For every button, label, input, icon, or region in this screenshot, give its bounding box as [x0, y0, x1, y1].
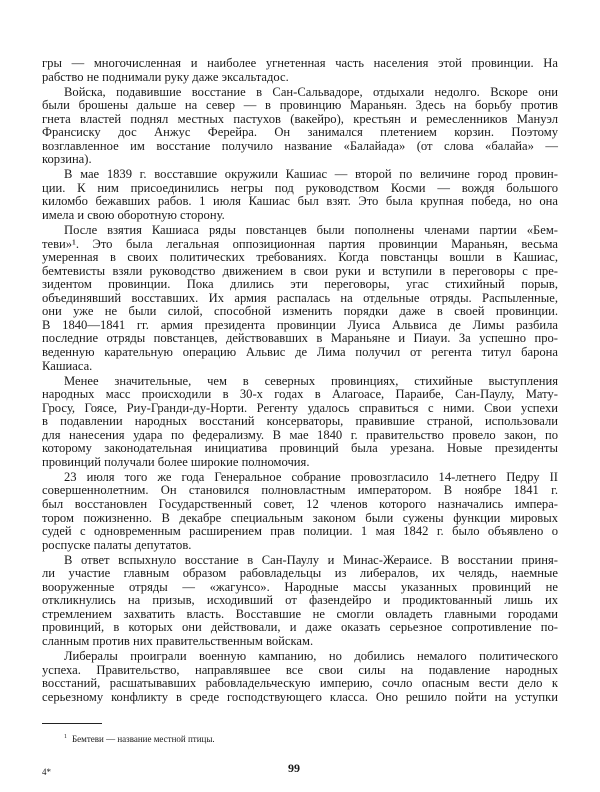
- text-line: В 1840—1841 гг. армия президента провинции Луиса Альвиса де Лимы разбила: [42, 317, 558, 332]
- text-line: 23 июля того же года Генеральное собрание провозгласило 14-летнего Педру II: [64, 469, 558, 484]
- text-line: веденную карательную операцию Альвис де Лима получил от регента титул барона: [42, 344, 558, 359]
- text-line: восстаний, расшатывавших рабовладельческую империю, сочло опасным вести дело к: [42, 676, 558, 691]
- body-text: [42, 57, 558, 706]
- text-line: которому законодательная инициатива провинций была урезана. Новые президенты: [42, 441, 558, 456]
- text-line: возглавленное им восстание получило название «Балайада» (от слова «балайа» —: [42, 138, 558, 153]
- text-line: стремлением захватить власть. Восставшие не смогли овладеть главными городами: [42, 606, 558, 621]
- text-line: В мае 1839 г. восставшие окружили Кашиас — второй по величине город провин-: [64, 167, 558, 182]
- paragraph: [42, 650, 558, 704]
- text-line: судей с одновременным расширением прав полиции. 1 мая 1842 г. было объявлено о: [42, 524, 558, 539]
- text-line: вооруженные отряды — «жагунсо». Народные массы указанных провинций не: [42, 579, 558, 594]
- paragraph: [42, 554, 558, 649]
- text-line: корзина).: [42, 152, 92, 167]
- text-line: киломбо бежавших рабов. 1 июля Кашиас был взят. Это была крупная победа, но она: [42, 194, 558, 209]
- text-line: серьезному конфликту в среде господствующего класса. Оно решило пойти на уступки: [42, 689, 558, 704]
- text-line: был восстановлен Государственный совет, 12 членов которого назначались импера-: [42, 497, 558, 511]
- text-line: умеренная в своих политических требованиях. Когда повстанцы вошли в Кашиас,: [42, 250, 558, 265]
- text-line: объединявший восставших. Их армия распалась на отдельные отряды. Распыленные,: [42, 290, 558, 305]
- text-line: ли участие главным образом рабовладельцы из либералов, их челядь, наемные: [42, 566, 558, 581]
- footnote-text: Бемтеви — название местной птицы.: [72, 734, 215, 744]
- text-line: провинций получали более широкие полномочия.: [42, 454, 310, 469]
- text-line: успеха. Правительство, направлявшее все свои силы на подавление народных: [42, 662, 558, 677]
- text-line: народных масс происходили в 30-х годах в Алагоасе, Параибе, Сан-Паулу, Мату-: [42, 387, 558, 402]
- paragraph: [42, 86, 558, 167]
- text-line: имела и свою оборотную сторону.: [42, 208, 225, 223]
- text-line: роспуске палаты депутатов.: [42, 537, 192, 552]
- text-line: В ответ вспыхнуло восстание в Сан-Паулу и Минас-Жераисе. В восстании приня-: [64, 552, 558, 567]
- text-line: Войска, подавившие восстание в Сан-Сальвадоре, отдыхали недолго. Вскоре они: [64, 84, 558, 99]
- paragraph: [42, 471, 558, 552]
- paragraph: [42, 168, 558, 222]
- text-line: Либералы проиграли военную кампанию, но добились немалого политического: [64, 649, 558, 664]
- text-line: откликнулись на призыв, исходивший от фазендейро и продиктованный лишь их: [42, 593, 558, 608]
- text-line: провинций, в которых они действовали, и даже оказать серьезное сопротивление по-: [42, 620, 558, 635]
- text-line: сланным против них правительственным войскам.: [42, 633, 314, 648]
- paragraph: [42, 224, 558, 373]
- paragraph: [42, 375, 558, 470]
- text-line: Франсиску дос Анжус Ферейра. Он занимался плетением корзин. Поэтому: [42, 125, 558, 140]
- page-number: 99: [288, 761, 300, 775]
- text-line: ции. К ним присоединились негры под руководством Косми — вождя большого: [42, 180, 558, 195]
- text-line: последние отряды повстанцев, действовавших в Мараньяне и Пиауи. За успешно про-: [42, 331, 558, 346]
- text-line: совершеннолетним. Он становился полновластным императором. В ноябре 1841 г.: [42, 483, 558, 498]
- text-line: рабство не поднимали руку даже эксальтадос.: [42, 69, 289, 84]
- text-line: они уже не были силой, способной изменить порядки даже в своей провинции.: [42, 304, 558, 319]
- text-line: гры — многочисленная и наиболее угнетенная часть населения этой провинции. На: [42, 56, 558, 70]
- text-line: Менее значительные, чем в северных провинциях, стихийные выступления: [64, 373, 558, 388]
- text-line: для нанесения удара по федерализму. В мае 1840 г. правительство провело закон, по: [42, 427, 558, 442]
- paragraph: [42, 57, 558, 84]
- text-line: тором пожизненно. В декабре специальным законом были сужены функции мировых: [42, 510, 558, 525]
- footnote-rule: [42, 723, 102, 724]
- text-line: зидентом провинции. Пока длились эти переговоры, угас стихийный порыв,: [42, 277, 558, 292]
- footnote-mark: 1: [64, 734, 67, 740]
- text-line: После взятия Кашиаса ряды повстанцев были пополнены членами партии «Бем-: [64, 223, 558, 238]
- printer-signature: 4*: [42, 767, 51, 777]
- text-line: Кашиаса.: [42, 358, 93, 373]
- text-line: гнета властей поднял местных пастухов (вакейро), крестьян и ремесленников Мануэл: [42, 111, 558, 126]
- text-line: бемтевисты взяли руководство движением в свои руки и вступили в переговоры с пре-: [42, 263, 558, 278]
- text-line: Гросу, Гоясе, Риу-Гранди-ду-Норти. Регенту удалось справиться с ними. Свои успехи: [42, 400, 558, 415]
- text-line: теви»¹. Это была легальная оппозиционная партия провинции Мараньян, весьма: [42, 236, 558, 251]
- footnote: [64, 734, 215, 744]
- text-line: в подавлении народных восстаний консерваторы, правившие страной, использовали: [42, 414, 558, 429]
- text-line: были брошены дальше на север — в провинцию Мараньян. Здесь на борьбу против: [42, 98, 558, 113]
